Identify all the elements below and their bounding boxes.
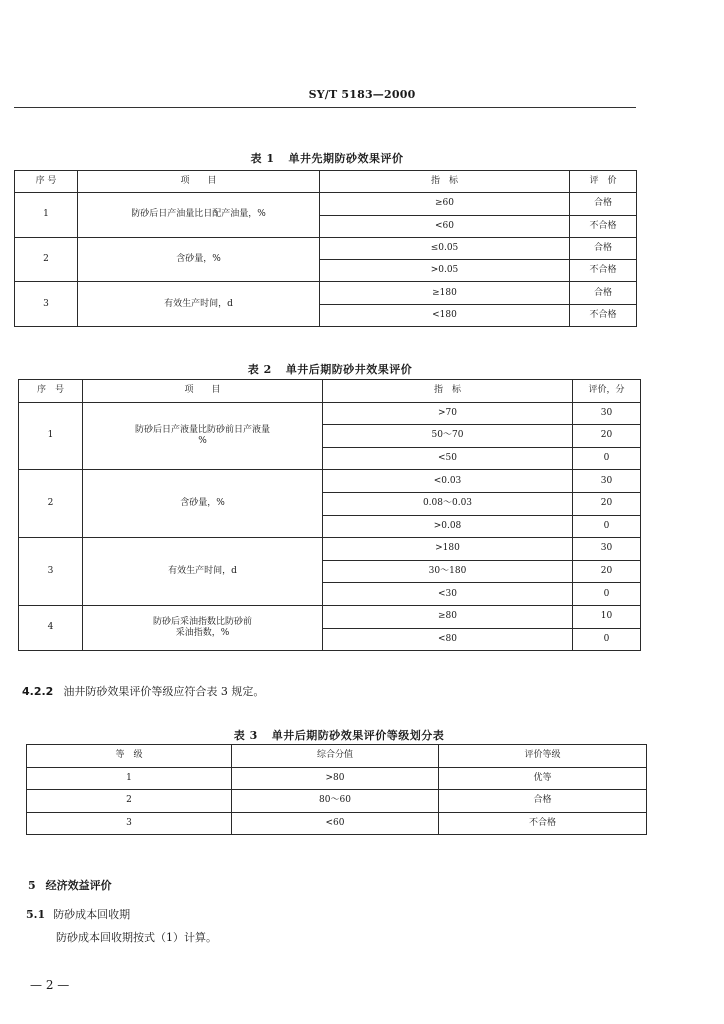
table3-row1-level: 优等 <box>439 767 647 790</box>
table3-header-level: 评价等级 <box>439 745 647 768</box>
table2-caption <box>0 361 660 377</box>
table3 <box>26 744 647 835</box>
table2-row2-score-b: 20 <box>573 492 641 515</box>
table2-header-score: 评价，分 <box>573 380 641 403</box>
table2 <box>18 379 641 651</box>
table2-row4-item-line1: 防砂后采油指数比防砂前 <box>152 616 252 627</box>
table3-caption-number: 表 3 <box>233 729 258 742</box>
table2-row3-score-b: 20 <box>573 560 641 583</box>
table2-row1-item <box>83 402 323 470</box>
table2-row2-item: 含砂量，% <box>83 470 323 538</box>
table2-row2-score-a: 30 <box>573 470 641 493</box>
table3-row3-score: <60 <box>232 812 439 835</box>
table2-caption-title: 单井后期防砂井效果评价 <box>285 363 413 376</box>
section-5-1-heading <box>26 906 130 922</box>
table2-row4-index-b: <80 <box>323 628 573 651</box>
table3-caption <box>0 727 678 743</box>
table1-caption <box>0 150 654 166</box>
section-5-heading <box>28 877 112 893</box>
table-row <box>19 538 641 561</box>
clause-4-2-2 <box>22 683 264 699</box>
running-header: SY/T 5183—2000 <box>308 88 416 101</box>
table1-row3-eval-b: 不合格 <box>570 304 637 326</box>
table2-row4-score-a: 10 <box>573 605 641 628</box>
page-number: — 2 — <box>30 978 70 992</box>
section-5-1-title: 防砂成本回收期 <box>53 908 131 921</box>
table1-row1-index-a: ≥60 <box>320 193 570 215</box>
table3-row3-level: 不合格 <box>439 812 647 835</box>
table2-row1-score-c: 0 <box>573 447 641 470</box>
table1-header-eval: 评 价 <box>570 171 637 193</box>
table1-row3-eval-a: 合格 <box>570 282 637 304</box>
clause-4-2-2-text: 油井防砂效果评价等级应符合表 3 规定。 <box>63 685 265 698</box>
header-rule <box>14 107 636 108</box>
table2-row3-item: 有效生产时间，d <box>83 538 323 606</box>
table2-row4-index-a: ≥80 <box>323 605 573 628</box>
table-row <box>15 282 637 304</box>
table2-row1-item-line1: 防砂后日产液量比防砂前日产液量 <box>134 424 270 435</box>
table1-row1-item: 防砂后日产油量比日配产油量，% <box>78 193 320 238</box>
table3-header-grade: 等 级 <box>27 745 232 768</box>
table-row <box>19 605 641 628</box>
table1-row1-no: 1 <box>15 193 78 238</box>
table2-row3-score-c: 0 <box>573 583 641 606</box>
table1-row1-index-b: <60 <box>320 215 570 237</box>
table1-row3-index-b: <180 <box>320 304 570 326</box>
table2-row1-no: 1 <box>19 402 83 470</box>
table1-caption-number: 表 1 <box>250 152 275 165</box>
table1-row2-item: 含砂量，% <box>78 237 320 282</box>
table1-row2-no: 2 <box>15 237 78 282</box>
table-row <box>27 767 647 790</box>
table2-row4-no: 4 <box>19 605 83 650</box>
table-row <box>27 812 647 835</box>
table1-row2-eval-a: 合格 <box>570 237 637 259</box>
section-5-number: 5 <box>28 879 36 892</box>
table2-header-index: 指 标 <box>323 380 573 403</box>
table1-header-item: 项 目 <box>78 171 320 193</box>
table3-header-row <box>27 745 647 768</box>
table3-row1-grade: 1 <box>27 767 232 790</box>
table1-header-index: 指 标 <box>320 171 570 193</box>
table-row <box>15 193 637 215</box>
table-row <box>19 470 641 493</box>
table2-row3-score-a: 30 <box>573 538 641 561</box>
table1-caption-title: 单井先期防砂效果评价 <box>288 152 404 165</box>
table3-row3-grade: 3 <box>27 812 232 835</box>
table1-row3-index-a: ≥180 <box>320 282 570 304</box>
table2-row2-index-b: 0.08～0.03 <box>323 492 573 515</box>
table2-header-no: 序 号 <box>19 380 83 403</box>
table3-row2-score: 80～60 <box>232 790 439 813</box>
table2-row1-index-a: >70 <box>323 402 573 425</box>
table1-row3-no: 3 <box>15 282 78 327</box>
table2-row1-score-a: 30 <box>573 402 641 425</box>
table1 <box>14 170 637 327</box>
table-row <box>19 402 641 425</box>
table2-row4-item <box>83 605 323 650</box>
table2-row3-index-c: <30 <box>323 583 573 606</box>
table3-row1-score: >80 <box>232 767 439 790</box>
clause-4-2-2-number: 4.2.2 <box>22 685 54 698</box>
table1-row2-index-b: >0.05 <box>320 260 570 282</box>
table2-row3-no: 3 <box>19 538 83 606</box>
table2-row4-item-line2: 采油指数，% <box>175 628 230 639</box>
table2-row1-score-b: 20 <box>573 425 641 448</box>
table3-caption-title: 单井后期防砂效果评价等级划分表 <box>271 729 445 742</box>
table1-row2-eval-b: 不合格 <box>570 260 637 282</box>
table2-header-row <box>19 380 641 403</box>
table2-row1-item-line2: % <box>198 435 207 446</box>
table2-row4-score-b: 0 <box>573 628 641 651</box>
table2-row2-index-c: >0.08 <box>323 515 573 538</box>
table3-row2-level: 合格 <box>439 790 647 813</box>
table2-caption-number: 表 2 <box>247 363 272 376</box>
table1-row2-index-a: ≤0.05 <box>320 237 570 259</box>
section-5-title: 经济效益评价 <box>45 879 112 892</box>
table2-row3-index-a: >180 <box>323 538 573 561</box>
table2-row2-index-a: <0.03 <box>323 470 573 493</box>
table2-row2-no: 2 <box>19 470 83 538</box>
table1-header-no: 序 号 <box>15 171 78 193</box>
table2-row1-index-b: 50～70 <box>323 425 573 448</box>
table2-header-item: 项 目 <box>83 380 323 403</box>
table2-row2-score-c: 0 <box>573 515 641 538</box>
table2-row3-index-b: 30～180 <box>323 560 573 583</box>
table1-row3-item: 有效生产时间，d <box>78 282 320 327</box>
table-row <box>27 790 647 813</box>
table-row <box>15 237 637 259</box>
table3-header-score: 综合分值 <box>232 745 439 768</box>
section-5-1-body: 防砂成本回收期按式（1）计算。 <box>56 931 217 944</box>
table1-header-row <box>15 171 637 193</box>
table2-row1-index-c: <50 <box>323 447 573 470</box>
table1-row1-eval-a: 合格 <box>570 193 637 215</box>
table3-row2-grade: 2 <box>27 790 232 813</box>
section-5-1-number: 5.1 <box>26 908 46 921</box>
table1-row1-eval-b: 不合格 <box>570 215 637 237</box>
